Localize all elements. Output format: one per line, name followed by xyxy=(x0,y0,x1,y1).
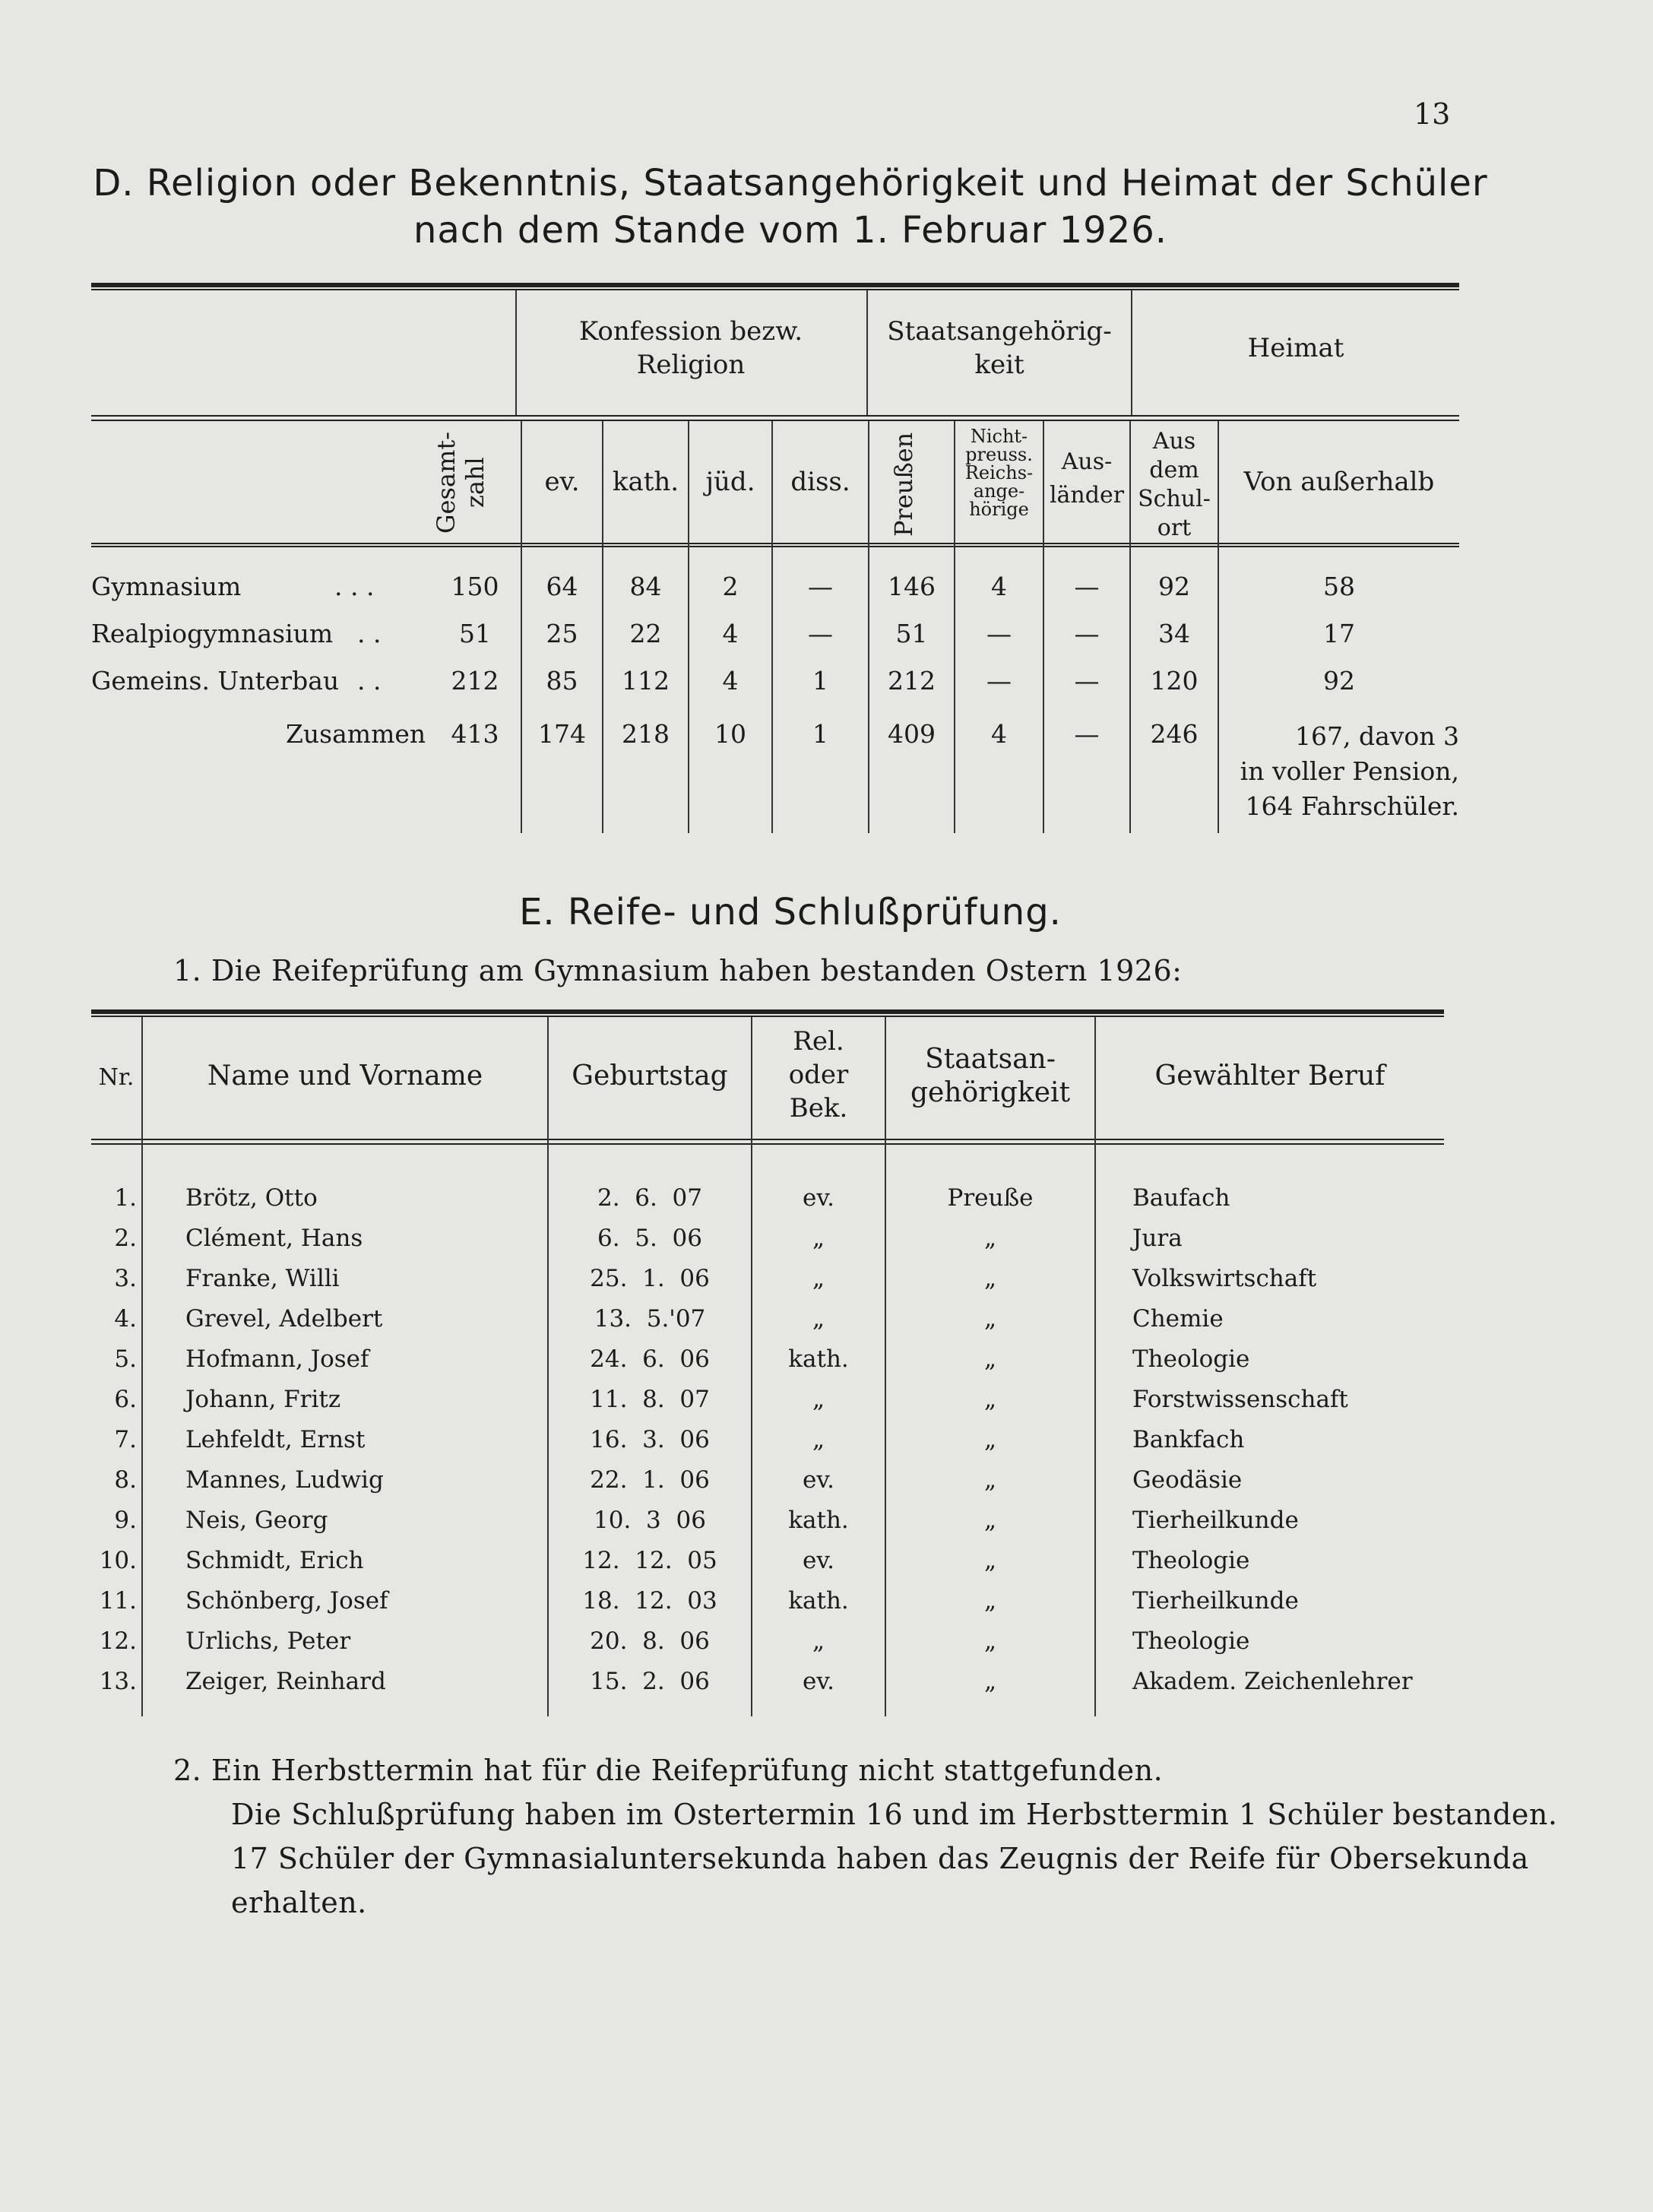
cell-rel: kath. xyxy=(788,1507,849,1534)
cell-name: Mannes, Ludwig xyxy=(185,1466,384,1494)
cell-staat: Preuße xyxy=(947,1184,1034,1212)
cell-beruf: Theologie xyxy=(1132,1627,1250,1655)
section-e-intro: 1. Die Reifeprüfung am Gymnasium haben bestanden Ostern 1926: xyxy=(173,954,1183,987)
cell-jued: 4 xyxy=(722,619,739,648)
cell-rel: „ xyxy=(812,1426,825,1453)
cell-auslaender: — xyxy=(1074,666,1100,696)
header-staatsangehoerigkeit: Staatsangehörig- keit xyxy=(887,316,1112,380)
cell-preussen: 409 xyxy=(888,719,936,749)
cell-diss: 1 xyxy=(812,719,828,749)
cell-ausserhalb-note: 167, davon 3 in voller Pension, 164 Fahrschüler. xyxy=(1240,721,1459,821)
cell-geburtstag: 16. 3. 06 xyxy=(590,1426,710,1453)
cell-nr: 4. xyxy=(114,1305,137,1333)
cell-beruf: Chemie xyxy=(1132,1305,1224,1333)
cell-ausserhalb: 17 xyxy=(1323,619,1355,648)
cell-beruf: Geodäsie xyxy=(1132,1466,1243,1494)
cell-schulort: 120 xyxy=(1150,666,1199,696)
cell-geburtstag: 10. 3 06 xyxy=(594,1507,706,1534)
row-label: Zusammen xyxy=(286,719,426,749)
cell-name: Schmidt, Erich xyxy=(185,1547,364,1574)
cell-name: Clément, Hans xyxy=(185,1225,363,1252)
cell-staat: „ xyxy=(983,1426,997,1453)
cell-staat: „ xyxy=(983,1345,997,1373)
cell-rel: „ xyxy=(812,1305,825,1333)
cell-staat: „ xyxy=(983,1305,997,1333)
cell-jued: 10 xyxy=(714,719,746,749)
cell-staat: „ xyxy=(983,1386,997,1413)
cell-staat: „ xyxy=(983,1668,997,1695)
cell-name: Lehfeldt, Ernst xyxy=(185,1426,366,1453)
cell-beruf: Tierheilkunde xyxy=(1132,1587,1299,1615)
header-heimat: Heimat xyxy=(1247,333,1344,363)
cell-geburtstag: 25. 1. 06 xyxy=(590,1265,710,1292)
cell-staat: „ xyxy=(983,1547,997,1574)
header-kath: kath. xyxy=(612,467,679,497)
cell-name: Schönberg, Josef xyxy=(185,1587,388,1615)
cell-jued: 4 xyxy=(722,666,739,696)
cell-gesamt: 51 xyxy=(459,619,491,648)
cell-nichtpreuss: 4 xyxy=(991,719,1007,749)
table-rule xyxy=(91,415,1459,417)
row-label: Gemeins. Unterbau xyxy=(91,666,340,696)
cell-diss: — xyxy=(808,572,833,601)
cell-rel: „ xyxy=(812,1265,825,1292)
cell-geburtstag: 22. 1. 06 xyxy=(590,1466,710,1494)
cell-geburtstag: 2. 6. 07 xyxy=(597,1184,703,1212)
table-rule xyxy=(91,420,1459,421)
cell-ev: 25 xyxy=(546,619,578,648)
cell-rel: ev. xyxy=(802,1466,835,1494)
outro-2: Die Schlußprüfung haben im Ostertermin 16 und im Herbsttermin 1 Schüler bestanden. xyxy=(231,1798,1558,1831)
cell-preussen: 51 xyxy=(895,619,928,648)
cell-nr: 3. xyxy=(114,1265,137,1292)
header-geburtstag: Geburtstag xyxy=(572,1060,728,1092)
cell-preussen: 212 xyxy=(888,666,936,696)
cell-beruf: Akadem. Zeichenlehrer xyxy=(1132,1668,1413,1695)
table-rule xyxy=(91,1143,1444,1145)
cell-beruf: Tierheilkunde xyxy=(1132,1507,1299,1534)
cell-staat: „ xyxy=(983,1265,997,1292)
cell-beruf: Bankfach xyxy=(1132,1426,1245,1453)
cell-ev: 64 xyxy=(546,572,578,601)
header-diss: diss. xyxy=(790,467,850,497)
cell-nr: 7. xyxy=(114,1426,137,1453)
header-nichtpreuss: Nicht- preuss. Reichs- ange- hörige xyxy=(964,426,1034,520)
cell-geburtstag: 11. 8. 07 xyxy=(590,1386,710,1413)
cell-kath: 218 xyxy=(622,719,670,749)
cell-beruf: Theologie xyxy=(1132,1547,1250,1574)
cell-geburtstag: 18. 12. 03 xyxy=(582,1587,717,1615)
header-staat: Staatsan- gehörigkeit xyxy=(910,1044,1071,1108)
cell-name: Hofmann, Josef xyxy=(185,1345,369,1373)
cell-name: Franke, Willi xyxy=(185,1265,340,1292)
cell-name: Urlichs, Peter xyxy=(185,1627,351,1655)
cell-name: Neis, Georg xyxy=(185,1507,328,1534)
header-beruf: Gewählter Beruf xyxy=(1154,1060,1385,1092)
header-ev: ev. xyxy=(544,467,580,497)
table-rule xyxy=(91,546,1459,547)
row-label: Realpiogymnasium xyxy=(91,619,334,648)
cell-rel: „ xyxy=(812,1225,825,1252)
table-rule xyxy=(91,283,1459,287)
row-dots: . . xyxy=(357,619,382,648)
header-ausserhalb: Von außerhalb xyxy=(1243,467,1435,497)
table-rule xyxy=(91,289,1459,290)
cell-beruf: Theologie xyxy=(1132,1345,1250,1373)
cell-diss: 1 xyxy=(812,666,828,696)
cell-staat: „ xyxy=(983,1507,997,1534)
cell-kath: 84 xyxy=(629,572,662,601)
cell-ausserhalb: 92 xyxy=(1323,666,1355,696)
row-label: Gymnasium xyxy=(91,572,242,601)
cell-nichtpreuss: 4 xyxy=(991,572,1007,601)
cell-geburtstag: 6. 5. 06 xyxy=(597,1225,703,1252)
cell-schulort: 34 xyxy=(1158,619,1190,648)
cell-staat: „ xyxy=(983,1627,997,1655)
religion-table xyxy=(91,283,1459,830)
cell-auslaender: — xyxy=(1074,719,1100,749)
cell-rel: ev. xyxy=(802,1668,835,1695)
cell-name: Grevel, Adelbert xyxy=(185,1305,383,1333)
cell-nr: 5. xyxy=(114,1345,137,1373)
cell-rel: „ xyxy=(812,1627,825,1655)
cell-nr: 10. xyxy=(99,1547,137,1574)
cell-nr: 9. xyxy=(114,1507,137,1534)
outro-1: 2. Ein Herbsttermin hat für die Reifeprüfung nicht stattgefunden. xyxy=(173,1754,1164,1787)
cell-geburtstag: 24. 6. 06 xyxy=(590,1345,710,1373)
reifepruefung-table xyxy=(91,1009,1444,1709)
cell-gesamt: 212 xyxy=(451,666,499,696)
cell-auslaender: — xyxy=(1074,619,1100,648)
cell-kath: 22 xyxy=(629,619,662,648)
cell-staat: „ xyxy=(983,1225,997,1252)
cell-nr: 11. xyxy=(99,1587,137,1615)
cell-beruf: Baufach xyxy=(1132,1184,1230,1212)
cell-nr: 6. xyxy=(114,1386,137,1413)
section-d-title-line2: nach dem Stande vom 1. Februar 1926. xyxy=(413,209,1168,252)
cell-kath: 112 xyxy=(622,666,670,696)
section-e-title: E. Reife- und Schlußprüfung. xyxy=(519,891,1062,933)
cell-rel: kath. xyxy=(788,1587,849,1615)
cell-schulort: 246 xyxy=(1150,719,1199,749)
header-auslaender: Aus- länder xyxy=(1049,448,1125,509)
header-schulort: Aus dem Schul- ort xyxy=(1138,428,1211,541)
cell-geburtstag: 15. 2. 06 xyxy=(590,1668,710,1695)
page-number: 13 xyxy=(1414,97,1451,131)
header-rel: Rel. oder Bek. xyxy=(788,1026,849,1123)
header-jued: jüd. xyxy=(705,467,755,497)
table-rule xyxy=(91,1139,1444,1140)
cell-preussen: 146 xyxy=(888,572,936,601)
cell-beruf: Volkswirtschaft xyxy=(1132,1265,1317,1292)
cell-nr: 2. xyxy=(114,1225,137,1252)
cell-ev: 85 xyxy=(546,666,578,696)
section-d-title xyxy=(76,160,1505,254)
cell-rel: ev. xyxy=(802,1184,835,1212)
header-gesamtzahl: Gesamt- zahl xyxy=(432,432,489,534)
cell-gesamt: 413 xyxy=(451,719,499,749)
cell-diss: — xyxy=(808,619,833,648)
cell-rel: kath. xyxy=(788,1345,849,1373)
cell-staat: „ xyxy=(983,1587,997,1615)
outro-3: 17 Schüler der Gymnasialuntersekunda haben das Zeugnis der Reife für Obersekunda xyxy=(231,1842,1529,1875)
table-rule xyxy=(91,543,1459,544)
cell-name: Brötz, Otto xyxy=(185,1184,318,1212)
cell-nr: 8. xyxy=(114,1466,137,1494)
cell-ausserhalb: 58 xyxy=(1323,572,1355,601)
header-konfession: Konfession bezw. Religion xyxy=(578,316,803,380)
cell-nr: 13. xyxy=(99,1668,137,1695)
cell-rel: „ xyxy=(812,1386,825,1413)
cell-name: Zeiger, Reinhard xyxy=(185,1668,386,1695)
cell-beruf: Forstwissenschaft xyxy=(1132,1386,1348,1413)
cell-nichtpreuss: — xyxy=(986,619,1012,648)
cell-geburtstag: 12. 12. 05 xyxy=(582,1547,717,1574)
section-d-title-line1: D. Religion oder Bekenntnis, Staatsangehörigkeit und Heimat der Schüler xyxy=(93,162,1488,204)
table-rule xyxy=(91,1009,1444,1014)
cell-staat: „ xyxy=(983,1466,997,1494)
table-rule xyxy=(91,1016,1444,1017)
header-name: Name und Vorname xyxy=(207,1060,483,1092)
header-preussen: Preußen xyxy=(889,432,918,537)
cell-ev: 174 xyxy=(538,719,586,749)
outro-4: erhalten. xyxy=(231,1886,367,1919)
row-dots: . . xyxy=(357,666,382,696)
cell-nr: 12. xyxy=(99,1627,137,1655)
header-nr: Nr. xyxy=(98,1064,135,1091)
cell-jued: 2 xyxy=(722,572,739,601)
cell-geburtstag: 13. 5.'07 xyxy=(594,1305,706,1333)
cell-nr: 1. xyxy=(114,1184,137,1212)
cell-beruf: Jura xyxy=(1132,1225,1183,1252)
cell-name: Johann, Fritz xyxy=(185,1386,341,1413)
cell-rel: ev. xyxy=(802,1547,835,1574)
cell-geburtstag: 20. 8. 06 xyxy=(590,1627,710,1655)
cell-auslaender: — xyxy=(1074,572,1100,601)
row-dots: . . . xyxy=(334,572,375,601)
cell-schulort: 92 xyxy=(1158,572,1190,601)
cell-nichtpreuss: — xyxy=(986,666,1012,696)
cell-gesamt: 150 xyxy=(451,572,499,601)
